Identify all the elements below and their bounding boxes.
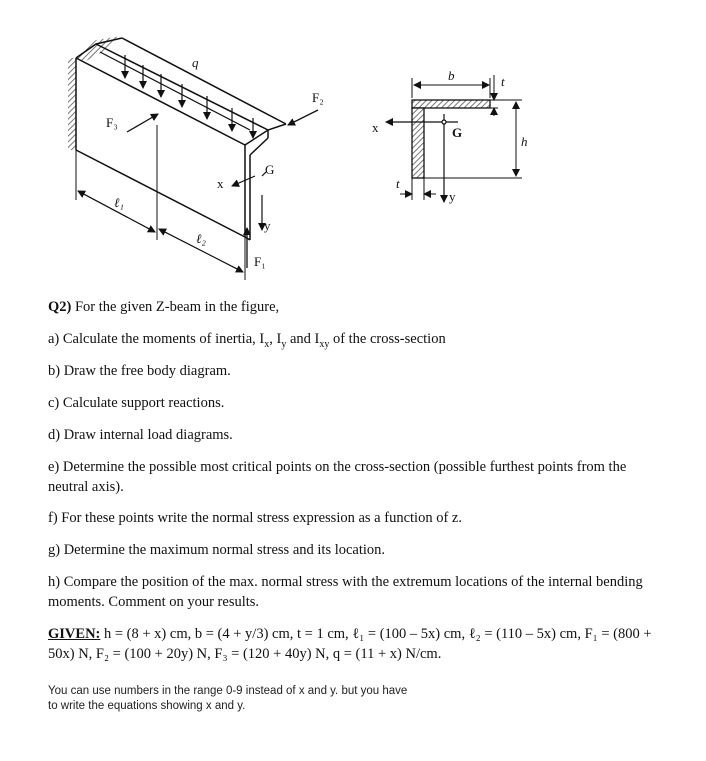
item-e: e) Determine the possible most critical points on the cross-section (possible furthest points from the neutral axis). <box>48 459 627 495</box>
label-b: b <box>448 68 455 83</box>
item-f: f) For these points write the normal stress expression as a function of z. <box>48 510 462 526</box>
label-y-beam: y <box>264 218 271 233</box>
given-block <box>48 624 658 664</box>
label-f3: F₃ <box>106 115 118 130</box>
label-f2: F₂ <box>312 90 324 105</box>
label-f1: F₁ <box>254 254 266 269</box>
item-a-mid1: , I <box>269 331 282 347</box>
label-t-top: t <box>501 74 505 89</box>
item-a-pre: a) Calculate the moments of inertia, I <box>48 331 265 347</box>
item-a-post: of the cross-section <box>329 331 446 347</box>
label-g-cs: G <box>452 125 463 140</box>
given-text: h = (8 + x) cm, b = (4 + y/3) cm, t = 1 cm, ℓ₁ = (100 – 5x) cm, ℓ₂ = (110 – 5x) cm, F₁ = (800 + 50x) N, F₂ = (100 + 20y) N, F₃ = (120 + 40y) N, q = (11 + x) N/cm. <box>48 626 652 662</box>
question-intro-text: For the given Z-beam in the figure, <box>74 299 280 315</box>
label-l2: ℓ₂ <box>196 231 206 246</box>
label-x-cs: x <box>372 120 379 135</box>
label-l1: ℓ₁ <box>114 195 124 210</box>
item-h: h) Compare the position of the max. normal stress with the extremum locations of the internal bending moments. Comment on your results. <box>48 574 643 610</box>
label-h: h <box>521 134 528 149</box>
beam-end-axes <box>232 172 266 230</box>
item-g: g) Determine the maximum normal stress and its location. <box>48 542 386 558</box>
label-y-cs: y <box>449 189 456 204</box>
label-q: q <box>192 55 199 70</box>
label-x-beam: x <box>217 176 224 191</box>
item-a-mid2: and I <box>286 331 320 347</box>
note-line-1: You can use numbers in the range 0-9 instead of x and y. but you have <box>48 685 408 697</box>
item-a-sub-xy: xy <box>319 338 330 350</box>
item-a <box>48 329 446 355</box>
z-beam <box>76 38 286 240</box>
label-t-bottom: t <box>396 176 400 191</box>
z-beam-figure <box>0 0 706 280</box>
note-line-2: to write the equations showing x and y. <box>48 700 246 712</box>
force-f2-arrow <box>288 110 318 125</box>
question-heading: Q2) <box>48 299 72 315</box>
item-c: c) Calculate support reactions. <box>48 395 225 411</box>
item-d: d) Draw internal load diagrams. <box>48 427 233 443</box>
cross-section <box>412 100 490 178</box>
force-f3-arrow <box>127 114 158 132</box>
item-b: b) Draw the free body diagram. <box>48 363 231 379</box>
length-dimensions <box>76 125 245 280</box>
question-intro <box>48 297 279 317</box>
item-a-sub-y: y <box>281 338 287 350</box>
label-g-beam: G <box>265 162 275 177</box>
given-label: GIVEN: <box>48 626 101 642</box>
item-a-sub-x: x <box>264 338 270 350</box>
